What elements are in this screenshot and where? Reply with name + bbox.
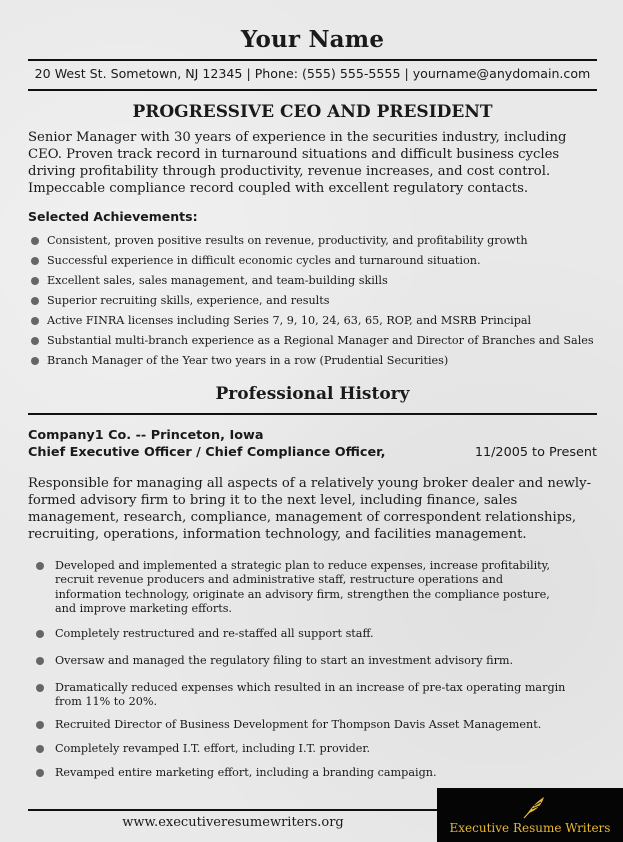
- job-title: Chief Executive Officer / Chief Compliance Officer,: [28, 445, 386, 460]
- job-bullet-text: Dramatically reduced expenses which resulted in an increase of pre-tax operating margin from 11% to 20%.: [55, 681, 566, 709]
- job-bullet-item: [36, 766, 571, 780]
- job-bullet-text: Recruited Director of Business Development for Thompson Davis Asset Management.: [55, 718, 542, 731]
- professional-summary: Senior Manager with 30 years of experience in the securities industry, including CEO. Proven track record in turnaround situations and difficult business cycles driving profitability through productivity, revenue increases, and cost control. Impeccable compliance record coupled with excellent regulatory contacts.: [28, 130, 567, 196]
- achievement-item: [28, 332, 603, 352]
- bullet-icon: [36, 769, 44, 777]
- achievement-item: [28, 252, 603, 272]
- bullet-icon: [31, 337, 39, 345]
- job-bullet-item: [36, 681, 571, 710]
- job-bullet-text: Oversaw and managed the regulatory filing to start an investment advisory firm.: [55, 654, 514, 667]
- contact-line: 20 West St. Sometown, NJ 12345 | Phone: (555) 555-5555 | yourname@anydomain.com: [34, 66, 591, 81]
- job-bullet-item: [36, 627, 571, 641]
- achievements-list: [28, 232, 603, 372]
- bullet-icon: [36, 721, 44, 729]
- job-bullet-text: Completely restructured and re-staffed all support staff.: [55, 627, 374, 640]
- brand-name: Executive Resume Writers: [449, 821, 611, 835]
- job-bullet-text: Developed and implemented a strategic plan to reduce expenses, increase profitability, recruit revenue producers and administrative staff, restructure operations and information technology, originate an advisory firm, strengthen the compliance posture, and improve marketing efforts.: [55, 559, 551, 615]
- bullet-icon: [31, 237, 39, 245]
- achievement-item: [28, 292, 603, 312]
- bullet-icon: [36, 684, 44, 692]
- bullet-icon: [36, 562, 44, 570]
- bullet-icon: [31, 357, 39, 365]
- bullet-icon: [36, 630, 44, 638]
- achievements-title: Selected Achievements:: [28, 209, 198, 224]
- achievement-text: Substantial multi-branch experience as a Regional Manager and Director of Branches and Sales: [47, 334, 594, 347]
- achievement-text: Excellent sales, sales management, and team-building skills: [47, 274, 388, 287]
- job-dates: 11/2005 to Present: [474, 445, 597, 460]
- achievement-item: [28, 232, 603, 252]
- footer-rule: [28, 809, 438, 811]
- job-bullet-item: [36, 742, 571, 756]
- job-bullet-item: [36, 718, 571, 732]
- bullet-icon: [31, 297, 39, 305]
- achievement-text: Active FINRA licenses including Series 7, 9, 10, 24, 63, 65, ROP, and MSRB Principal: [47, 314, 532, 327]
- header-top-rule: [28, 59, 597, 61]
- job-description: Responsible for managing all aspects of a relatively young broker dealer and newly-formed advisory firm to bring it to the next level, including finance, sales management, research, compliance, management of correspondent relationships, recruiting, operations, information technology, and facilities management.: [28, 476, 592, 542]
- job-bullet-text: Revamped entire marketing effort, including a branding campaign.: [55, 766, 437, 779]
- bullet-icon: [31, 317, 39, 325]
- brand-logo: [437, 788, 623, 842]
- achievement-item: [28, 312, 603, 332]
- achievement-text: Consistent, proven positive results on revenue, productivity, and profitability growth: [47, 234, 528, 247]
- quill-feather-icon: [521, 794, 547, 820]
- job-bullet-text: Completely revamped I.T. effort, including I.T. provider.: [55, 742, 371, 755]
- history-rule: [28, 413, 597, 415]
- achievement-text: Successful experience in difficult economic cycles and turnaround situation.: [47, 254, 481, 267]
- bullet-icon: [36, 657, 44, 665]
- job-bullet-item: [36, 654, 571, 668]
- achievement-item: [28, 352, 603, 372]
- job-bullet-item: [36, 559, 571, 616]
- achievement-item: [28, 272, 603, 292]
- bullet-icon: [31, 257, 39, 265]
- footer-website-link[interactable]: www.executiveresumewriters.org: [122, 815, 344, 830]
- bullet-icon: [36, 745, 44, 753]
- candidate-name: Your Name: [240, 26, 385, 53]
- bullet-icon: [31, 277, 39, 285]
- company-name: Company1 Co. -- Princeton, Iowa: [28, 428, 264, 443]
- header-bottom-rule: [28, 89, 597, 91]
- achievement-text: Superior recruiting skills, experience, and results: [47, 294, 330, 307]
- history-section-title: Professional History: [215, 384, 410, 404]
- resume-headline: PROGRESSIVE CEO AND PRESIDENT: [132, 102, 493, 122]
- achievement-text: Branch Manager of the Year two years in a row (Prudential Securities): [47, 354, 449, 367]
